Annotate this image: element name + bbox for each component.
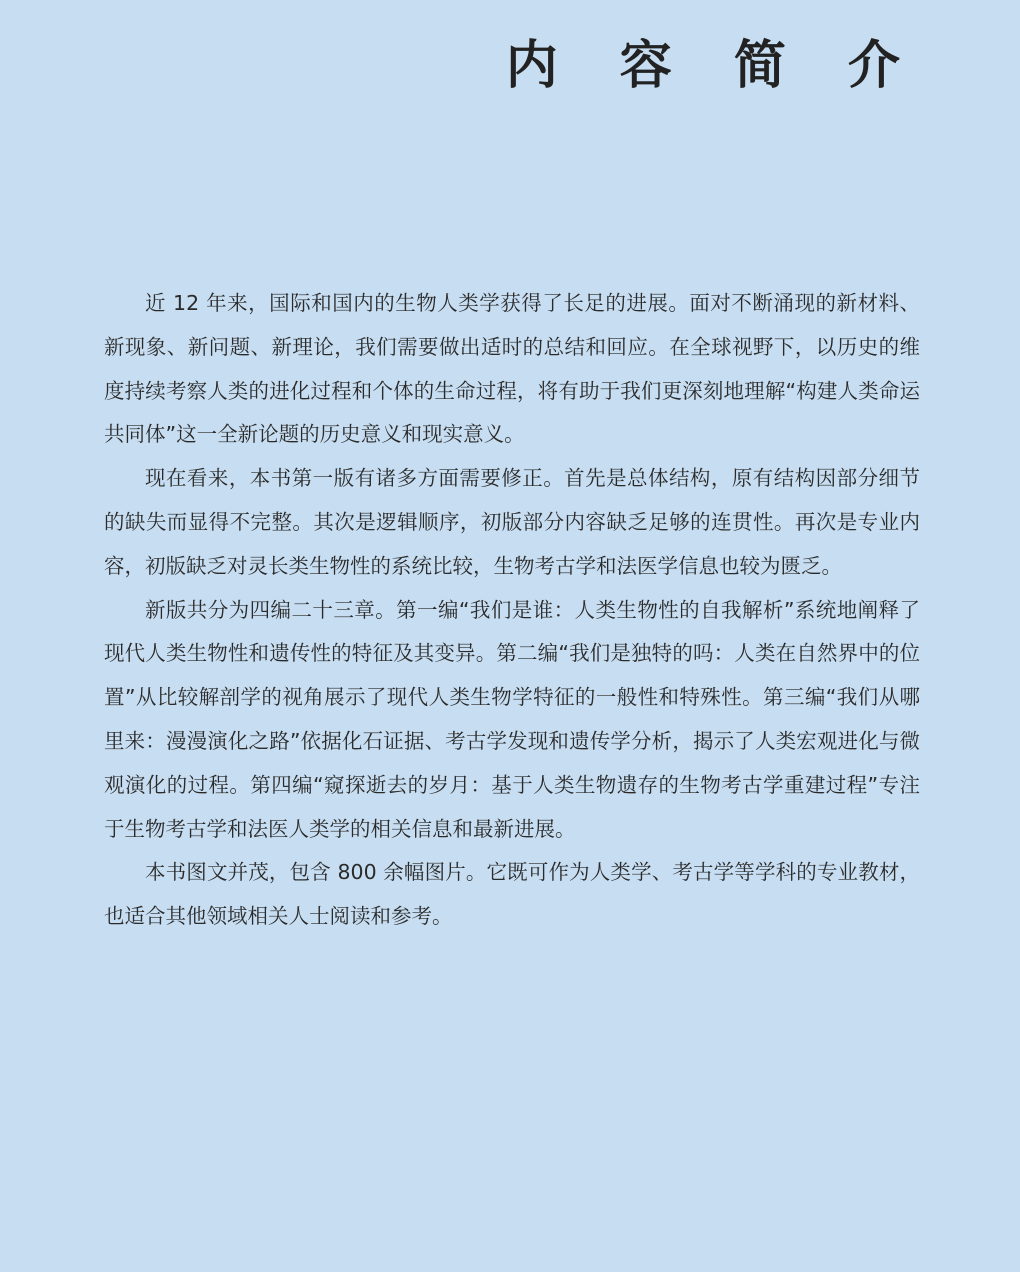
paragraph-1: 近 12 年来，国际和国内的生物人类学获得了长足的进展。面对不断涌现的新材料、新现象、新问题、新理论，我们需要做出适时的总结和回应。在全球视野下，以历史的维度持续考察人类的进化过程和个体的生命过程，将有助于我们更深刻地理解“构建人类命运共同体”这一全新论题的历史意义和现实意义。: [104, 291, 920, 447]
body-text: [104, 282, 920, 939]
page-title: 内 容 简 介: [505, 35, 922, 96]
paragraph-4: 本书图文并茂，包含 800 余幅图片。它既可作为人类学、考古学等学科的专业教材，也适合其他领域相关人士阅读和参考。: [104, 860, 920, 929]
paragraph-2: 现在看来，本书第一版有诸多方面需要修正。首先是总体结构，原有结构因部分细节的缺失而显得不完整。其次是逻辑顺序，初版部分内容缺乏足够的连贯性。再次是专业内容，初版缺乏对灵长类生物性的系统比较，生物考古学和法医学信息也较为匮乏。: [104, 466, 920, 578]
paragraph-3: 新版共分为四编二十三章。第一编“我们是谁：人类生物性的自我解析”系统地阐释了现代人类生物性和遗传性的特征及其变异。第二编“我们是独特的吗：人类在自然界中的位置”从比较解剖学的视角展示了现代人类生物学特征的一般性和特殊性。第三编“我们从哪里来：漫漫演化之路”依据化石证据、考古学发现和遗传学分析，揭示了人类宏观进化与微观演化的过程。第四编“窥探逝去的岁月：基于人类生物遗存的生物考古学重建过程”专注于生物考古学和法医人类学的相关信息和最新进展。: [104, 597, 920, 841]
